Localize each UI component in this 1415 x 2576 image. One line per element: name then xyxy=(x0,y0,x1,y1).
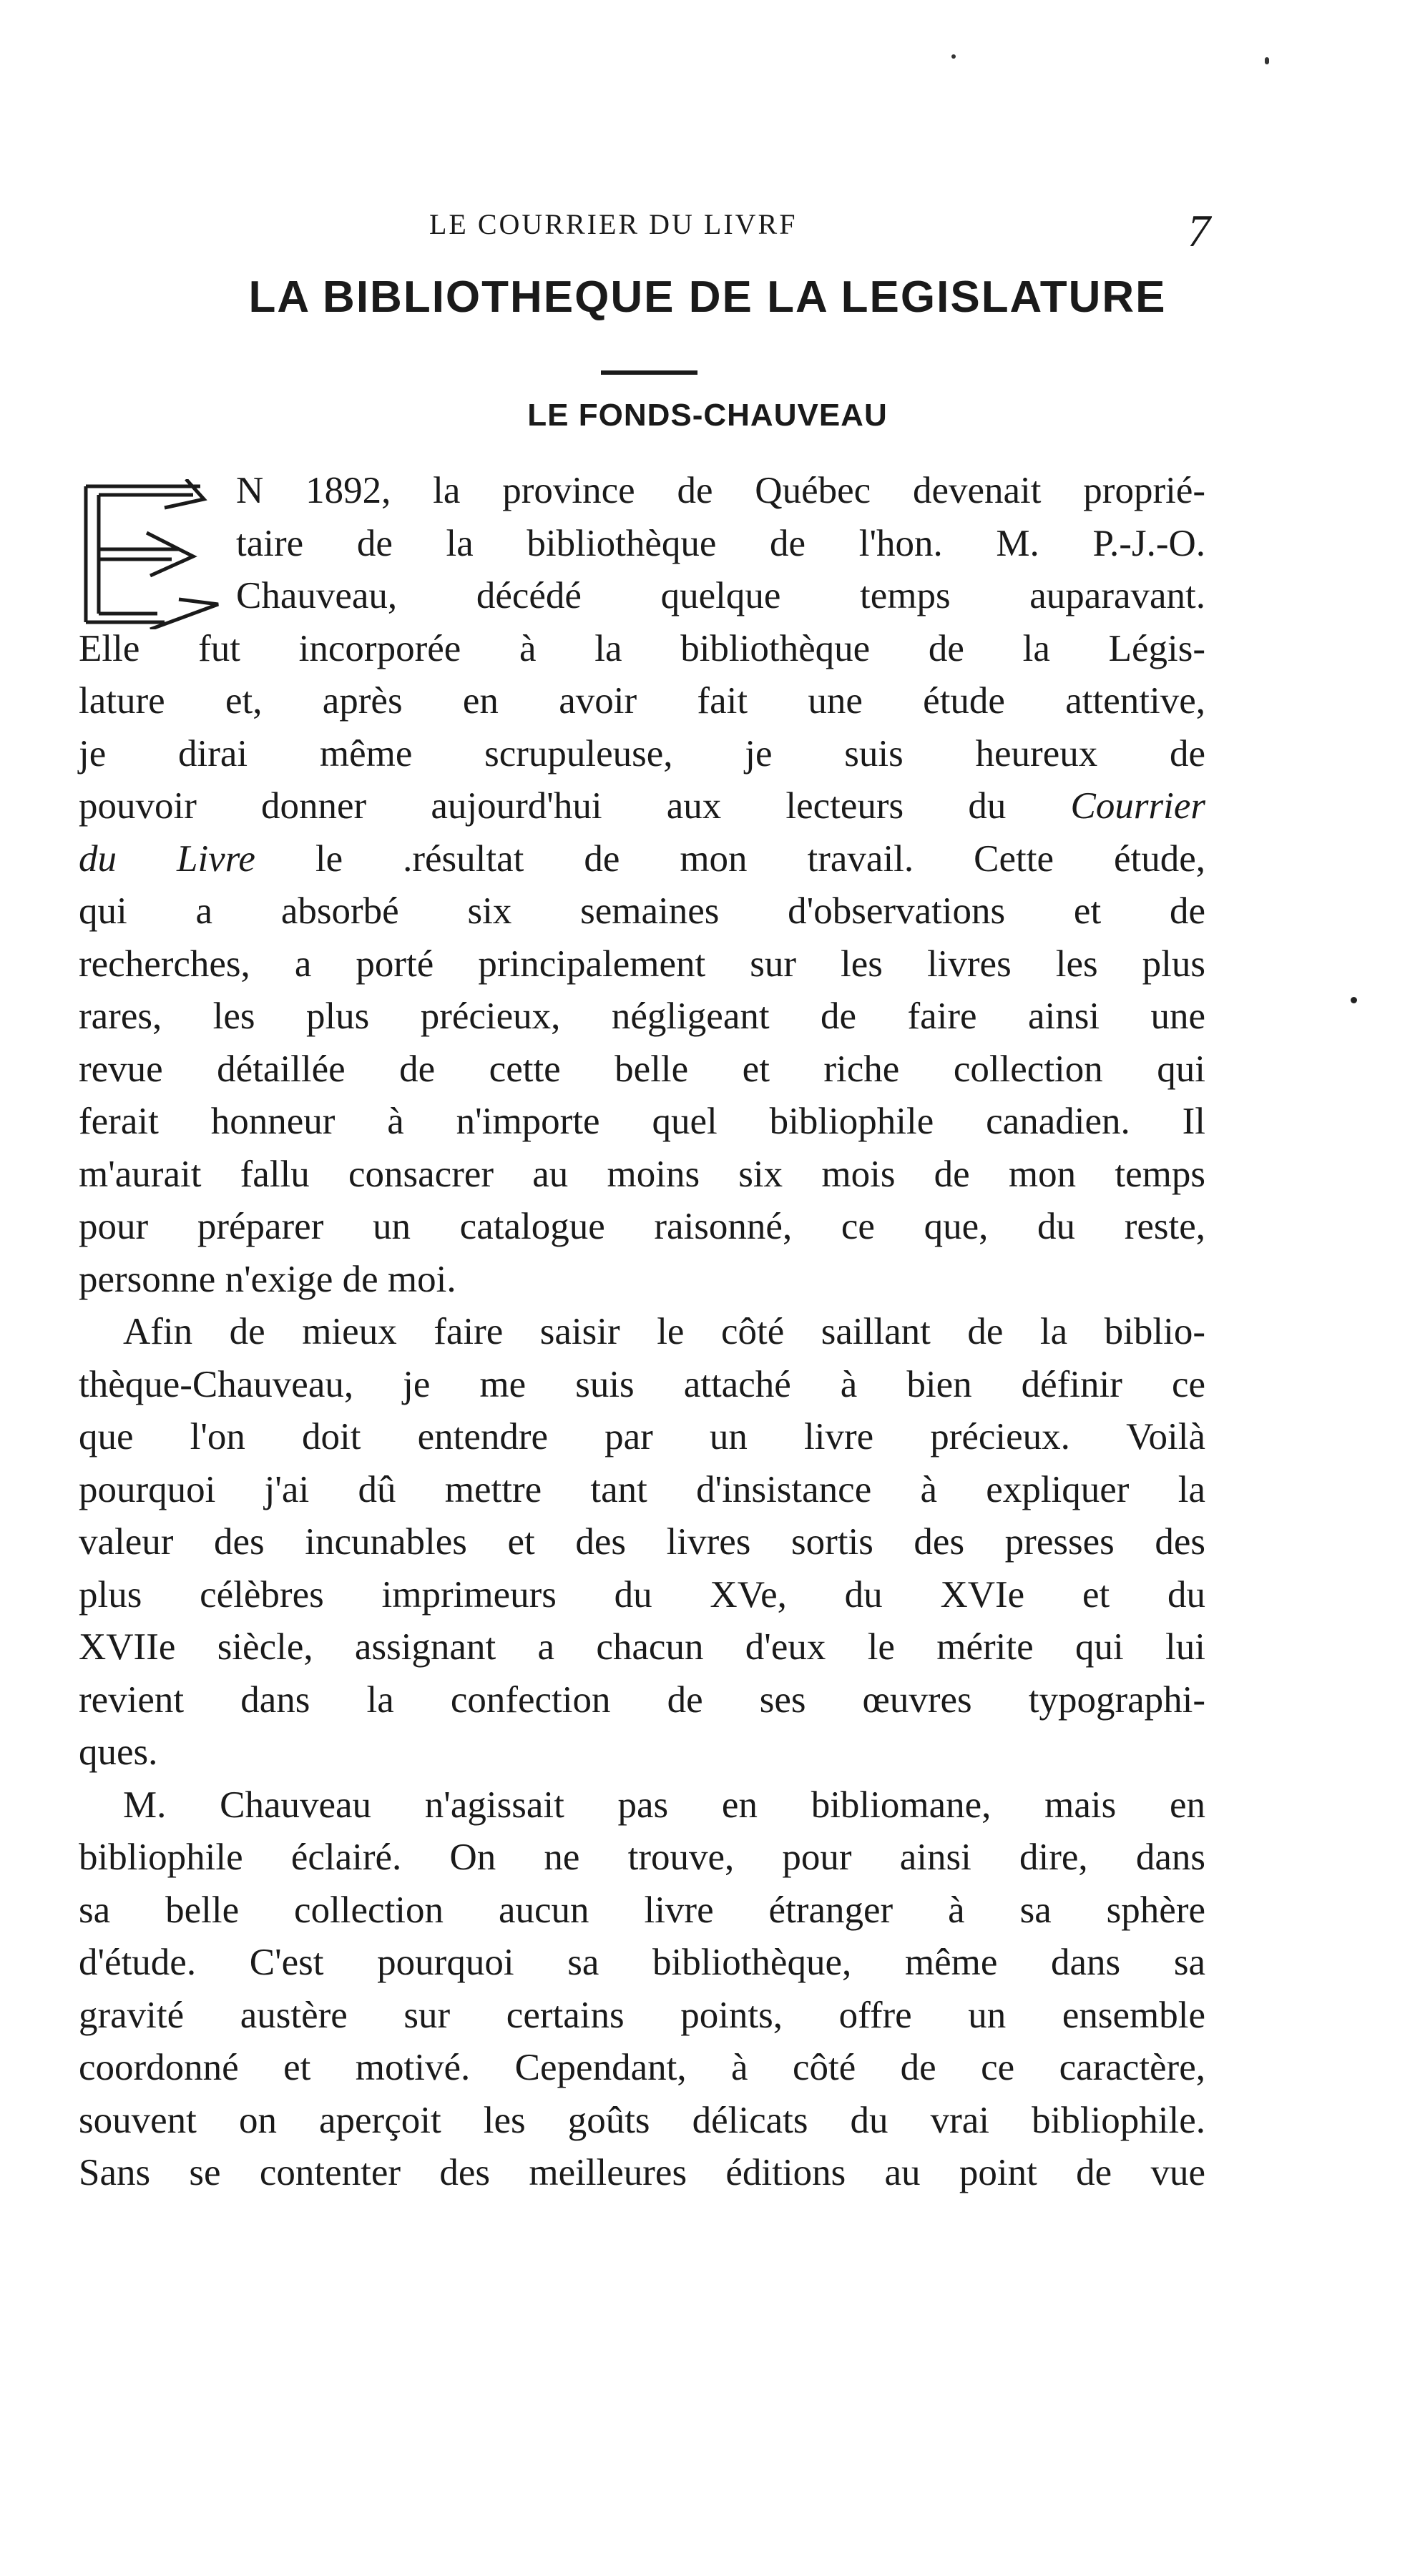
text-line: lature et, après en avoir fait une étude attentive, xyxy=(79,680,1205,722)
title-rule-divider xyxy=(601,370,697,375)
text-line: pour préparer un catalogue raisonné, ce que, du reste, xyxy=(79,1206,1205,1247)
text-line: Chauveau, décédé quelque temps auparavant. xyxy=(236,575,1205,616)
text-line: revient dans la confection de ses œuvres typographi- xyxy=(79,1678,1205,1721)
text-line: M. Chauveau n'agissait pas en bibliomane, mais en xyxy=(123,1784,1205,1826)
speck-mark xyxy=(951,54,956,59)
text-line xyxy=(79,833,1205,886)
text-line: Elle fut incorporée à la bibliothèque de la Légis- xyxy=(79,627,1205,669)
text-line: Sans se contenter des meilleures éditions au point de vue xyxy=(79,2152,1205,2193)
text-line: je dirai même scrupuleuse, je suis heureux de xyxy=(79,732,1205,775)
text-line: que l'on doit entendre par un livre précieux. Voilà xyxy=(79,1416,1205,1457)
running-header: LE COURRIER DU LIVRF xyxy=(429,208,798,240)
text-line: taire de la bibliothèque de l'hon. M. P.-J.-O. xyxy=(236,522,1205,564)
text-line: bibliophile éclairé. On ne trouve, pour ainsi dire, dans xyxy=(79,1837,1205,1878)
text-line: m'aurait fallu consacrer au moins six mois de mon temps xyxy=(79,1153,1205,1195)
text-line: qui a absorbé six semaines d'observations et de xyxy=(79,890,1205,932)
italic-title-fragment: Courrier xyxy=(1070,785,1206,827)
article-body xyxy=(79,465,1205,2200)
text-line: thèque-Chauveau, je me suis attaché à bien définir ce xyxy=(79,1363,1205,1405)
text-line: recherches, a porté principalement sur les livres les plus xyxy=(79,943,1205,985)
text-line: personne n'exige de moi. xyxy=(79,1258,456,1300)
text-line: Afin de mieux faire saisir le côté saillant de la biblio- xyxy=(123,1311,1205,1352)
article-title: LA BIBLIOTHEQUE DE LA LEGISLATURE xyxy=(248,272,1167,322)
text-line: N 1892, la province de Québec devenait proprié- xyxy=(236,470,1205,511)
text-line: d'étude. C'est pourquoi sa bibliothèque, même dans sa xyxy=(79,1942,1205,1983)
text-line: souvent on aperçoit les goûts délicats du vrai bibliophile. xyxy=(79,2099,1205,2141)
article-subtitle: LE FONDS-CHAUVEAU xyxy=(527,398,888,433)
text-line: plus célèbres imprimeurs du XVe, du XVIe et du xyxy=(79,1573,1205,1616)
text-line: coordonné et motivé. Cependant, à côté de ce caractère, xyxy=(79,2047,1205,2088)
text-fragment: pouvoir donner aujourd'hui aux lecteurs du xyxy=(79,785,1007,827)
speck-mark xyxy=(1265,57,1269,64)
text-line: rares, les plus précieux, négligeant de faire ainsi une xyxy=(79,996,1205,1037)
text-line: pourquoi j'ai dû mettre tant d'insistance à expliquer la xyxy=(79,1468,1205,1510)
speck-mark xyxy=(1351,997,1357,1003)
text-line: sa belle collection aucun livre étranger à sa sphère xyxy=(79,1889,1205,1931)
page-number: 7 xyxy=(1188,205,1210,256)
text-line: gravité austère sur certains points, offre un ensemble xyxy=(79,1994,1205,2036)
text-fragment: le .résultat de mon travail. Cette étude, xyxy=(315,837,1205,880)
text-line: ques. xyxy=(79,1731,158,1773)
text-line xyxy=(79,780,1205,833)
text-line: revue détaillée de cette belle et riche collection qui xyxy=(79,1048,1205,1090)
italic-title-fragment: du Livre xyxy=(79,837,255,880)
text-line: ferait honneur à n'importe quel bibliophile canadien. Il xyxy=(79,1101,1205,1142)
text-line: XVIIe siècle, assignant a chacun d'eux le mérite qui lui xyxy=(79,1626,1205,1668)
text-line: valeur des incunables et des livres sortis des presses des xyxy=(79,1521,1205,1563)
